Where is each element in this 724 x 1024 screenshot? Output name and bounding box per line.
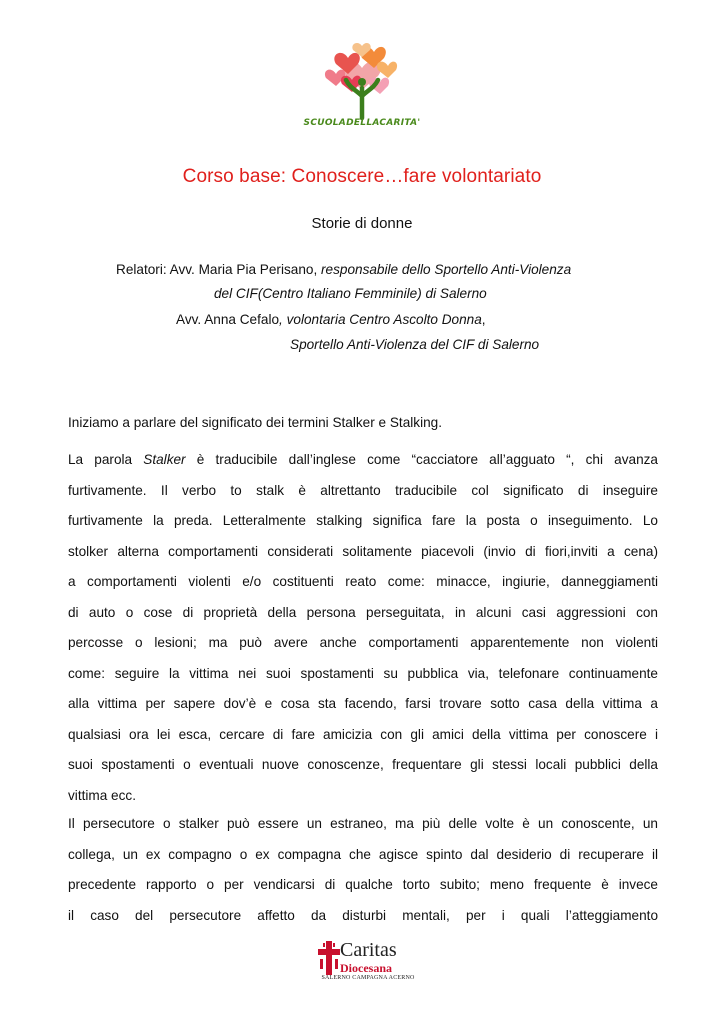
speaker-1-org: del CIF(Centro Italiano Femminile) di Salerno: [214, 286, 487, 301]
paragraph-2-line: precedente rapporto o per vendicarsi di qualche torto subito; meno frequente è invece: [68, 877, 658, 892]
speaker-2-org: Sportello Anti-Violenza del CIF di Salerno: [290, 337, 540, 352]
paragraph-1-last-line: vittima ecc.: [68, 787, 136, 803]
intro-text: Iniziamo a parlare del significato dei termini Stalker e Stalking.: [68, 415, 443, 430]
paragraph-1-line: percosse o lesioni; ma può avere anche comportamenti apparentemente non violenti: [68, 635, 658, 650]
caritas-cross-icon: [318, 941, 340, 975]
speaker-2-comma: ,: [481, 312, 486, 327]
speaker-2-name: Avv. Anna Cefalo: [176, 312, 280, 327]
paragraph-1-line: furtivamente. Il verbo to stalk è altrettanto traducibile col significato di inseguire: [68, 482, 658, 498]
speaker-1-name: Relatori: Avv. Maria Pia Perisano,: [116, 262, 322, 277]
p1-stalker-term: Stalker: [143, 452, 186, 467]
speaker-line-1: [116, 262, 571, 277]
page-title: Corso base: Conoscere…fare volontariato: [182, 166, 542, 187]
caritas-word: Caritas: [340, 939, 397, 961]
paragraph-1-line: come: seguire la vittima nei suoi spostamenti su pubblica via, telefonare continuamente: [68, 665, 658, 681]
speaker-line-4: [290, 337, 539, 352]
page-subtitle: Storie di donne: [311, 215, 413, 232]
paragraph-1-line: suoi spostamenti o eventuali nuove conoscenze, frequentare gli stessi locali pubblici della: [68, 757, 658, 772]
logo-text: SCUOLADELLACARITA': [303, 118, 421, 128]
p1-line1-rest: è traducibile dall’inglese come “cacciatore all’agguato “, chi avanza: [185, 452, 658, 467]
paragraph-2-line: Il persecutore o stalker può essere un estraneo, ma più delle volte è un conoscente, un: [68, 816, 658, 831]
paragraph-1-line: a comportamenti violenti e/o costituenti reato come: minacce, ingiurie, danneggiamenti: [68, 574, 658, 589]
diocesana-word: Diocesana: [340, 961, 392, 975]
paragraph-1-line: furtivamente la preda. Letteralmente stalking significa fare la posta o inseguimento. Lo: [68, 513, 658, 528]
heart-tree-icon: [300, 40, 424, 120]
paragraph-2-line: collega, un ex compagno o ex compagna che agisce spinto dal desiderio di recuperare il: [68, 846, 658, 862]
paragraph-1-line: alla vittima per sapere dov’è e cosa sta facendo, farsi trovare sotto casa della vittima a: [68, 696, 658, 711]
speaker-1-role: responsabile dello Sportello Anti-Violenza: [321, 262, 572, 277]
paragraph-2: [68, 809, 658, 931]
scuola-della-carita-logo: [300, 40, 424, 135]
p1-start: La parola: [68, 452, 144, 467]
caritas-logo: [318, 941, 414, 985]
paragraph-2-line: il caso del persecutore affetto da disturbi mentali, per i quali l’atteggiamento: [68, 907, 658, 923]
paragraph-1-line: di auto o cose di proprietà della persona perseguitata, in alcuni casi aggressioni con: [68, 604, 658, 620]
region-word: SALERNO CAMPAGNA ACERNO: [321, 975, 415, 981]
intro-paragraph: [68, 408, 658, 439]
paragraph-1: [68, 445, 658, 811]
paragraph-1-line-1: [68, 445, 658, 476]
speaker-line-3: [176, 312, 486, 327]
speaker-2-role: , volontaria Centro Ascolto Donna: [279, 312, 482, 327]
paragraph-1-line: qualsiasi ora lei esca, cercare di fare amicizia con gli amici della vittima per conoscere i: [68, 726, 658, 742]
paragraph-1-line: stolker alterna comportamenti considerati solitamente piacevoli (invio di fiori,inviti a cena): [68, 543, 658, 559]
speaker-line-2: [214, 286, 487, 301]
